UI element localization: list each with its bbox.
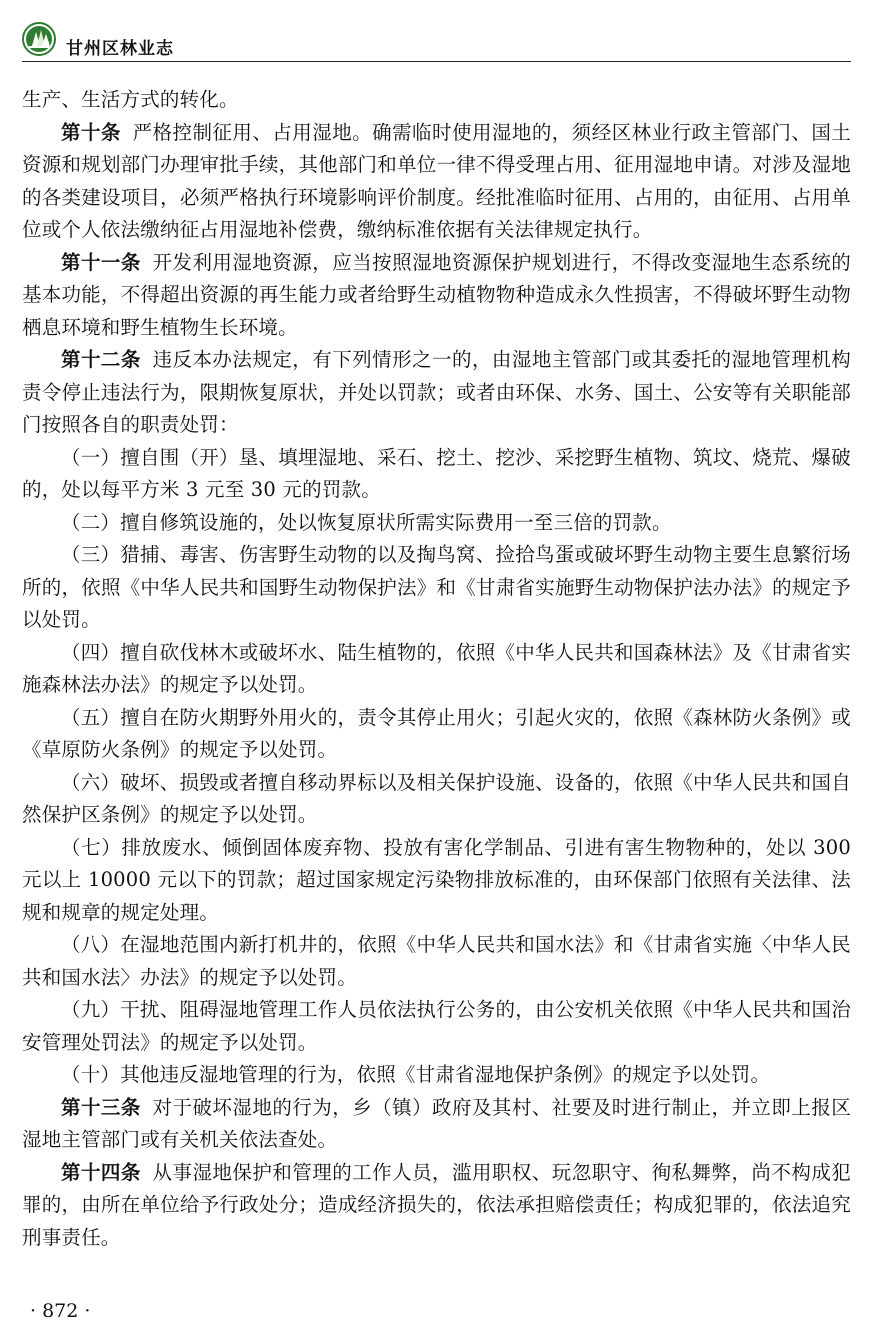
article-number: 第十一条 [61, 250, 141, 274]
paragraph-text: （三）猎捕、毒害、伤害野生动物的以及掏鸟窝、捡拾鸟蛋或破坏野生动物主要生息繁衍场所的，依照《中华人民共和国野生动物保护法》和《甘肃省实施野生动物保护法办法》的规定予以处罚。 [22, 543, 851, 631]
paragraph [22, 929, 851, 994]
article-number: 第十条 [61, 120, 121, 144]
paragraph-text: （六）破坏、损毁或者擅自移动界标以及相关保护设施、设备的，依照《中华人民共和国自然保护区条例》的规定予以处罚。 [22, 770, 851, 826]
paragraph [22, 507, 851, 540]
paragraph-text: （十）其他违反湿地管理的行为，依照《甘肃省湿地保护条例》的规定予以处罚。 [61, 1063, 771, 1086]
paragraph [22, 442, 851, 507]
paragraph [22, 1092, 851, 1157]
paragraph-text: （五）擅自在防火期野外用火的，责令其停止用火；引起火灾的，依照《森林防火条例》或《草原防火条例》的规定予以处罚。 [22, 705, 851, 761]
paragraph [22, 247, 851, 345]
paragraph-text: （二）擅自修筑设施的，处以恢复原状所需实际费用一至三倍的罚款。 [61, 510, 672, 534]
page-number: · 872 · [30, 1300, 91, 1322]
paragraph [22, 994, 851, 1059]
paragraph [22, 1059, 851, 1092]
paragraph-text: 对于破坏湿地的行为，乡（镇）政府及其村、社要及时进行制止，并立即上报区湿地主管部门或有关机关依法查处。 [22, 1095, 851, 1151]
book-title: 甘州区林业志 [66, 39, 174, 59]
paragraph [22, 344, 851, 442]
paragraph-text: （一）擅自围（开）垦、填埋湿地、采石、挖土、挖沙、采挖野生植物、筑坟、烧荒、爆破的，处以每平方米 3 元至 30 元的罚款。 [22, 445, 851, 501]
article-number: 第十三条 [61, 1095, 141, 1119]
paragraph [22, 539, 851, 637]
paragraph [22, 637, 851, 702]
paragraph-text: （七）排放废水、倾倒固体废弃物、投放有害化学制品、引进有害生物物种的，处以 300 元以上 10000 元以下的罚款；超过国家规定污染物排放标准的，由环保部门依照有关法律、法规和规章的规定处理。 [22, 835, 851, 924]
page-body [22, 84, 851, 1254]
page-header [22, 22, 851, 64]
paragraph-text: 开发利用湿地资源，应当按照湿地资源保护规划进行，不得改变湿地生态系统的基本功能，不得超出资源的再生能力或者给野生动植物物种造成永久性损害，不得破坏野生动物栖息环境和野生植物生长环境。 [22, 250, 851, 339]
paragraph [22, 117, 851, 247]
paragraph-text: 违反本办法规定，有下列情形之一的，由湿地主管部门或其委托的湿地管理机构责令停止违法行为，限期恢复原状，并处以罚款；或者由环保、水务、国土、公安等有关职能部门按照各自的职责处罚： [22, 348, 851, 436]
paragraph-text: 从事湿地保护和管理的工作人员，滥用职权、玩忽职守、徇私舞弊，尚不构成犯罪的，由所在单位给予行政处分；造成经济损失的，依法承担赔偿责任；构成犯罪的，依法追究刑事责任。 [22, 1160, 851, 1249]
paragraph [22, 702, 851, 767]
paragraph [22, 1157, 851, 1255]
paragraph-text: （九）干扰、阻碍湿地管理工作人员依法执行公务的，由公安机关依照《中华人民共和国治安管理处罚法》的规定予以处罚。 [22, 998, 851, 1054]
paragraph [22, 84, 851, 117]
paragraph-text: 生产、生活方式的转化。 [22, 88, 239, 111]
paragraph [22, 832, 851, 930]
forestry-logo-icon [22, 22, 56, 56]
article-number: 第十二条 [61, 348, 141, 371]
article-number: 第十四条 [61, 1160, 141, 1184]
paragraph-text: 严格控制征用、占用湿地。确需临时使用湿地的，须经区林业行政主管部门、国土资源和规划部门办理审批手续，其他部门和单位一律不得受理占用、征用湿地申请。对涉及湿地的各类建设项目，必须严格执行环境影响评价制度。经批准临时征用、占用的，由征用、占用单位或个人依法缴纳征占用湿地补偿费，缴纳标准依据有关法律规定执行。 [22, 120, 851, 241]
paragraph [22, 767, 851, 832]
paragraph-text: （四）擅自砍伐林木或破坏水、陆生植物的，依照《中华人民共和国森林法》及《甘肃省实施森林法办法》的规定予以处罚。 [22, 640, 851, 696]
paragraph-text: （八）在湿地范围内新打机井的，依照《中华人民共和国水法》和《甘肃省实施〈中华人民共和国水法〉办法》的规定予以处罚。 [22, 933, 851, 989]
header-divider [22, 61, 851, 62]
